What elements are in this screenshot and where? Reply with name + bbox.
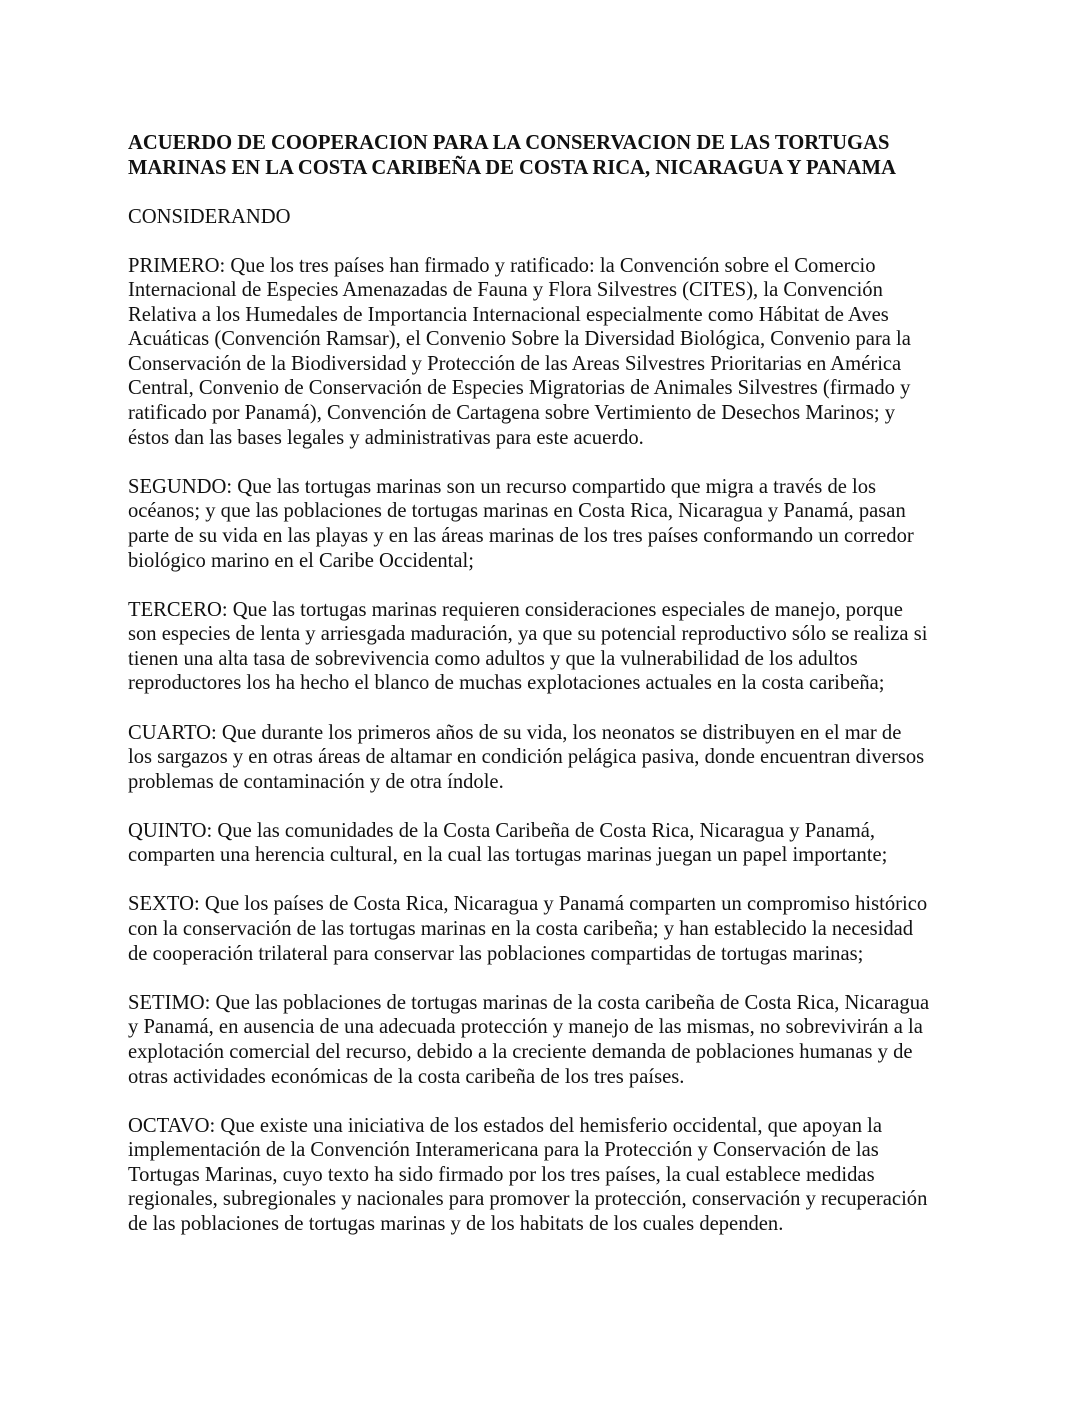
paragraph-line: explotación comercial del recurso, debido a la creciente demanda de poblaciones humanas y de <box>128 1040 913 1063</box>
paragraph-quinto <box>128 819 1028 868</box>
paragraph-setimo <box>128 991 1028 1089</box>
paragraph-line: SEGUNDO: Que las tortugas marinas son un recurso compartido que migra a través de los <box>128 475 877 498</box>
paragraph-line: CUARTO: Que durante los primeros años de su vida, los neonatos se distribuyen en el mar de <box>128 721 902 744</box>
paragraph-line: y Panamá, en ausencia de una adecuada protección y manejo de las mismas, no sobrevivirán a la <box>128 1016 923 1039</box>
paragraph-line: TERCERO: Que las tortugas marinas requieren consideraciones especiales de manejo, porque <box>128 598 903 621</box>
paragraph-line: regionales, subregionales y nacionales para promover la protección, conservación y recuperación <box>128 1188 928 1211</box>
paragraph-line: SEXTO: Que los países de Costa Rica, Nicaragua y Panamá comparten un compromiso histórico <box>128 893 928 916</box>
paragraph-line: océanos; y que las poblaciones de tortugas marinas en Costa Rica, Nicaragua y Panamá, pasan <box>128 500 906 523</box>
paragraph-line: de las poblaciones de tortugas marinas y de los habitats de los cuales dependen. <box>128 1213 784 1235</box>
paragraph-line: Acuáticas (Convención Ramsar), el Convenio Sobre la Diversidad Biológica, Convenio para la <box>128 328 911 351</box>
paragraph-line: parte de su vida en las playas y en las áreas marinas de los tres países conformando un corredor <box>128 524 914 547</box>
paragraph-line: reproductores los ha hecho el blanco de muchas explotaciones actuales en la costa caribeña; <box>128 672 885 695</box>
paragraph-line: SETIMO: Que las poblaciones de tortugas marinas de la costa caribeña de Costa Rica, Nicaragua <box>128 991 930 1014</box>
paragraph-line: PRIMERO: Que los tres países han firmado y ratificado: la Convención sobre el Comercio <box>128 254 876 277</box>
paragraph-line: otras actividades económicas de la costa caribeña de los tres países. <box>128 1065 685 1088</box>
paragraph-line: los sargazos y en otras áreas de altamar en condición pelágica pasiva, donde encuentran diversos <box>128 746 925 769</box>
paragraph-line: tienen una alta tasa de sobrevivencia como adultos y que la vulnerabilidad de los adultos <box>128 647 858 670</box>
paragraph-line: Internacional de Especies Amenazadas de Fauna y Flora Silvestres (CITES), la Convención <box>128 279 883 302</box>
paragraph-octavo <box>128 1114 1028 1237</box>
paragraph-line: Conservación de la Biodiversidad y Protección de las Areas Silvestres Prioritarias en América <box>128 352 902 375</box>
paragraph-line: son especies de lenta y arriesgada maduración, ya que su potencial reproductivo sólo se realiza si <box>128 623 928 646</box>
paragraph-line: con la conservación de las tortugas marinas en la costa caribeña; y han establecido la necesidad <box>128 918 914 941</box>
paragraph-line: Tortugas Marinas, cuyo texto ha sido firmado por los tres países, la cual establece medidas <box>128 1163 875 1186</box>
paragraph-line: éstos dan las bases legales y administrativas para este acuerdo. <box>128 426 644 449</box>
paragraph-line: biológico marino en el Caribe Occidental; <box>128 549 474 572</box>
paragraph-line: Relativa a los Humedales de Importancia Internacional especialmente como Hábitat de Aves <box>128 303 889 326</box>
paragraph-list <box>128 254 1028 1237</box>
paragraph-line: ratificado por Panamá), Convención de Cartagena sobre Vertimiento de Desechos Marinos; y <box>128 402 896 425</box>
paragraph-line: comparten una herencia cultural, en la cual las tortugas marinas juegan un papel importante; <box>128 844 888 867</box>
title-line: ACUERDO DE COOPERACION PARA LA CONSERVACION DE LAS TORTUGAS <box>128 132 890 154</box>
document-body <box>128 131 1028 1237</box>
paragraph-sexto <box>128 892 1028 966</box>
paragraph-segundo <box>128 475 1028 573</box>
paragraph-line: problemas de contaminación y de otra índole. <box>128 770 504 793</box>
paragraph-cuarto <box>128 721 1028 795</box>
paragraph-line: OCTAVO: Que existe una iniciativa de los estados del hemisferio occidental, que apoyan la <box>128 1114 883 1137</box>
paragraph-line: de cooperación trilateral para conservar las poblaciones compartidas de tortugas marinas; <box>128 942 864 965</box>
section-heading: CONSIDERANDO <box>128 205 291 228</box>
paragraph-line: QUINTO: Que las comunidades de la Costa Caribeña de Costa Rica, Nicaragua y Panamá, <box>128 819 876 842</box>
paragraph-line: implementación de la Convención Interamericana para la Protección y Conservación de las <box>128 1139 879 1162</box>
document-title <box>128 131 1028 180</box>
paragraph-tercero <box>128 598 1028 696</box>
title-line: MARINAS EN LA COSTA CARIBEÑA DE COSTA RICA, NICARAGUA Y PANAMA <box>128 156 896 179</box>
paragraph-primero <box>128 254 1028 451</box>
paragraph-line: Central, Convenio de Conservación de Especies Migratorias de Animales Silvestres (firmado y <box>128 377 911 400</box>
